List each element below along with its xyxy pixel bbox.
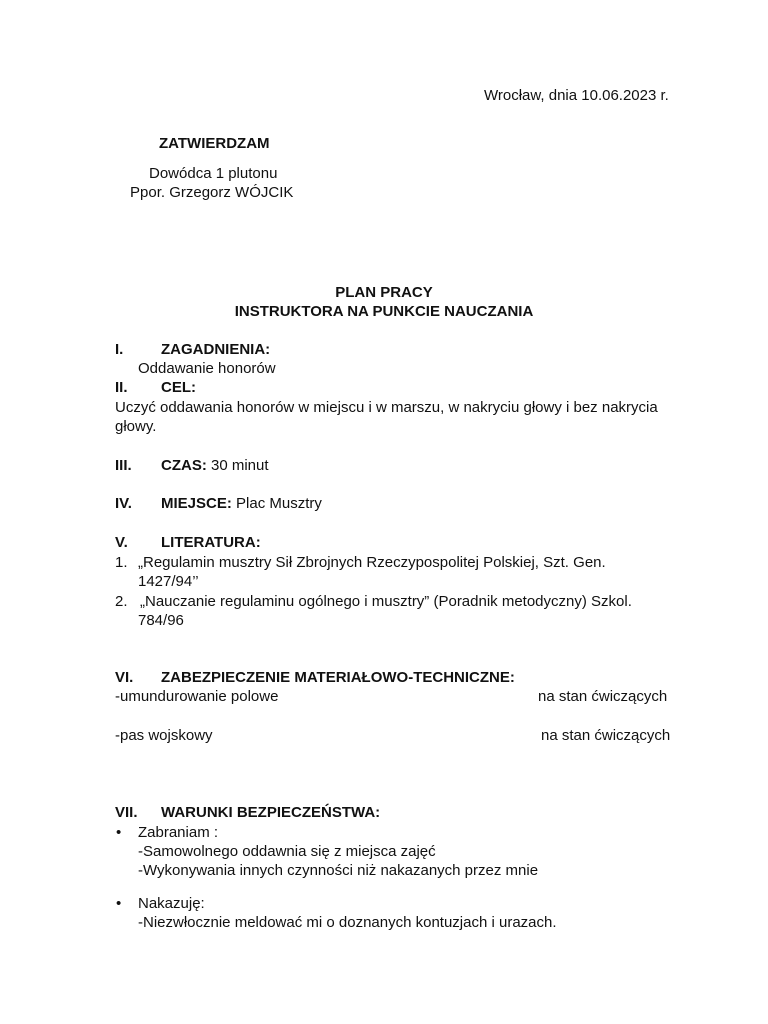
section-number: II. bbox=[115, 379, 128, 396]
bullet-icon: • bbox=[116, 824, 122, 841]
section-label: MIEJSCE: bbox=[161, 495, 232, 512]
literature-item-line1: „Regulamin musztry Sił Zbrojnych Rzeczypospolitej Polskiej, Szt. Gen. bbox=[138, 554, 606, 571]
section-number: III. bbox=[115, 457, 132, 474]
section-safety bbox=[115, 803, 675, 822]
approval-heading: ZATWIERDZAM bbox=[159, 135, 270, 152]
place-value: Plac Musztry bbox=[236, 495, 322, 512]
safety-bullet-line: -Samowolnego oddawnia się z miejsca zajęć bbox=[138, 843, 436, 860]
safety-bullet-head: Zabraniam : bbox=[138, 824, 219, 841]
equipment-quantity: na stan ćwiczących bbox=[541, 727, 671, 744]
section-topics bbox=[115, 340, 675, 359]
section-title-row bbox=[161, 456, 269, 475]
document-title: PLAN PRACY bbox=[335, 284, 433, 301]
section-time bbox=[115, 456, 675, 475]
literature-item-number: 2. bbox=[115, 593, 128, 610]
safety-bullet-line: -Niezwłocznie meldować mi o doznanych kontuzjach i urazach. bbox=[138, 914, 557, 931]
document-subtitle: INSTRUKTORA NA PUNKCIE NAUCZANIA bbox=[234, 303, 534, 320]
section-equipment bbox=[115, 668, 675, 687]
section-literature bbox=[115, 533, 675, 552]
goal-content-line1: Uczyć oddawania honorów w miejscu i w marszu, w nakryciu głowy i bez nakrycia bbox=[115, 399, 658, 416]
time-value: 30 minut bbox=[211, 457, 269, 474]
section-label: CZAS: bbox=[161, 457, 207, 474]
equipment-quantity: na stan ćwiczących bbox=[538, 688, 668, 705]
section-title-row bbox=[161, 494, 322, 513]
section-number: VI. bbox=[115, 669, 134, 686]
bullet-icon: • bbox=[116, 895, 122, 912]
safety-bullet-line: -Wykonywania innych czynności niż nakazanych przez mnie bbox=[138, 862, 539, 879]
section-label: CEL: bbox=[161, 379, 196, 396]
section-label: ZAGADNIENIA: bbox=[161, 341, 271, 358]
section-number: IV. bbox=[115, 495, 132, 512]
equipment-item: -pas wojskowy bbox=[115, 727, 213, 744]
section-number: I. bbox=[115, 341, 124, 358]
safety-bullet-head: Nakazuję: bbox=[138, 895, 205, 912]
section-label: WARUNKI BEZPIECZEŃSTWA: bbox=[161, 804, 381, 821]
section-goal bbox=[115, 378, 675, 397]
section-number: V. bbox=[115, 534, 128, 551]
equipment-item: -umundurowanie polowe bbox=[115, 688, 279, 705]
goal-content-line2: głowy. bbox=[115, 418, 157, 435]
signatory-name: Ppor. Grzegorz WÓJCIK bbox=[130, 184, 294, 201]
literature-item-line2: 1427/94’’ bbox=[138, 573, 199, 590]
section-label: ZABEZPIECZENIE MATERIAŁOWO-TECHNICZNE: bbox=[161, 669, 515, 686]
literature-item-line2: 784/96 bbox=[138, 612, 184, 629]
section-label: LITERATURA: bbox=[161, 534, 261, 551]
literature-item-line1: „Nauczanie regulaminu ogólnego i musztry” (Poradnik metodyczny) Szkol. bbox=[140, 593, 632, 610]
place-date: Wrocław, dnia 10.06.2023 r. bbox=[484, 87, 669, 104]
literature-item-number: 1. bbox=[115, 554, 128, 571]
signatory-role: Dowódca 1 plutonu bbox=[149, 165, 278, 182]
section-place bbox=[115, 494, 675, 513]
section-number: VII. bbox=[115, 804, 138, 821]
topics-content: Oddawanie honorów bbox=[138, 360, 276, 377]
